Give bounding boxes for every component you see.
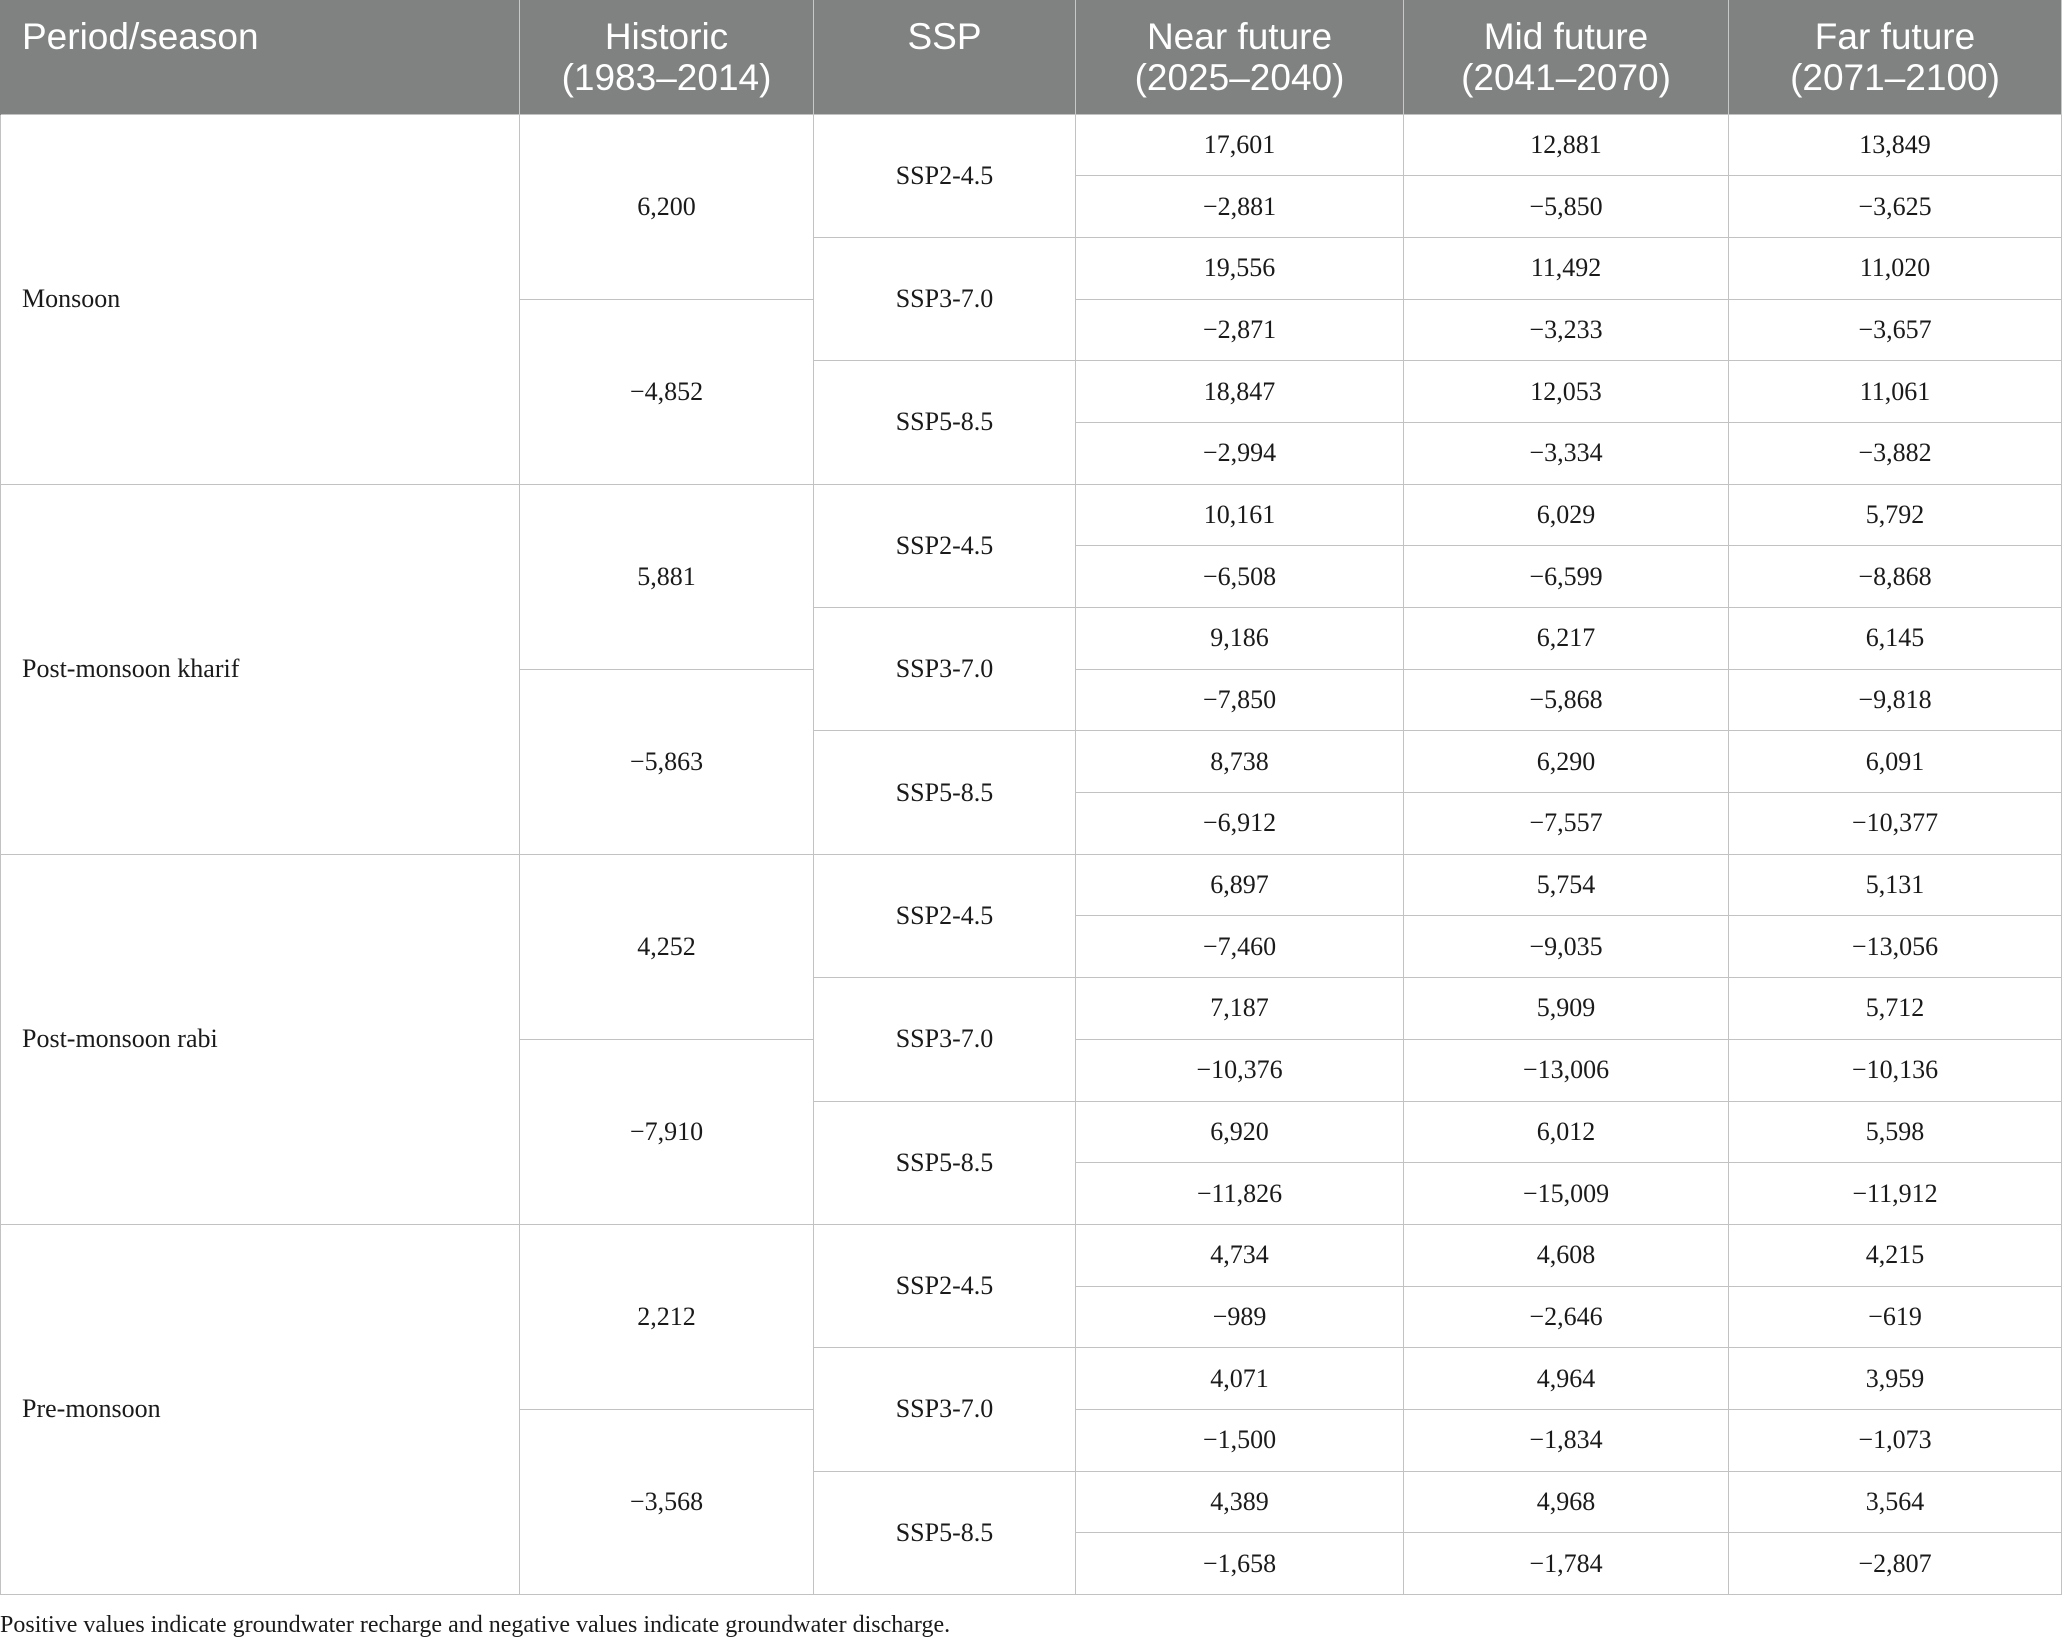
header-mid-title: Mid future [1483,16,1649,57]
far-future-cell: 6,091 [1729,731,2062,793]
ssp-scenario-cell: SSP5-8.5 [814,1471,1076,1594]
far-future-cell: 5,598 [1729,1101,2062,1163]
near-future-cell: 4,389 [1076,1471,1404,1533]
far-future-cell: 6,145 [1729,608,2062,670]
ssp-scenario-cell: SSP3-7.0 [814,237,1076,360]
near-future-cell: −2,881 [1076,176,1404,238]
table-row [1,114,2062,176]
ssp-scenario-cell: SSP3-7.0 [814,608,1076,731]
ssp-scenario-cell: SSP5-8.5 [814,361,1076,484]
far-future-cell: −3,657 [1729,299,2062,361]
far-future-cell: −619 [1729,1286,2062,1348]
near-future-cell: 19,556 [1076,237,1404,299]
near-future-cell: 9,186 [1076,608,1404,670]
near-future-cell: −1,658 [1076,1533,1404,1595]
season-name-cell: Pre-monsoon [1,1224,520,1594]
header-far-future [1729,0,2062,114]
far-future-cell: −10,377 [1729,793,2062,855]
mid-future-cell: 6,012 [1404,1101,1729,1163]
near-future-cell: 17,601 [1076,114,1404,176]
mid-future-cell: 11,492 [1404,237,1729,299]
header-ssp: SSP [814,0,1076,114]
far-future-cell: −1,073 [1729,1409,2062,1471]
season-name-cell: Monsoon [1,114,520,484]
far-future-cell: 3,564 [1729,1471,2062,1533]
historic-recharge-cell: 4,252 [520,854,814,1039]
far-future-cell: −11,912 [1729,1163,2062,1225]
far-future-cell: 3,959 [1729,1348,2062,1410]
table-row [1,484,2062,546]
mid-future-cell: 6,029 [1404,484,1729,546]
header-far-title: Far future [1814,16,1976,57]
far-future-cell: 5,712 [1729,978,2062,1040]
historic-recharge-cell: 5,881 [520,484,814,669]
ssp-scenario-cell: SSP3-7.0 [814,978,1076,1101]
far-future-cell: 5,792 [1729,484,2062,546]
mid-future-cell: 5,909 [1404,978,1729,1040]
table-footnote: Positive values indicate groundwater recharge and negative values indicate groundwater discharge. [0,1612,951,1638]
far-future-cell: 4,215 [1729,1224,2062,1286]
far-future-cell: −8,868 [1729,546,2062,608]
near-future-cell: −7,850 [1076,669,1404,731]
header-far-range: (2071–2100) [1790,57,2000,98]
far-future-cell: −2,807 [1729,1533,2062,1595]
mid-future-cell: 12,053 [1404,361,1729,423]
historic-discharge-cell: −3,568 [520,1409,814,1594]
table-header [1,0,2062,114]
far-future-cell: −3,882 [1729,422,2062,484]
mid-future-cell: −6,599 [1404,546,1729,608]
mid-future-cell: −5,850 [1404,176,1729,238]
header-historic [520,0,814,114]
mid-future-cell: 12,881 [1404,114,1729,176]
mid-future-cell: −1,834 [1404,1409,1729,1471]
header-row [1,0,2062,114]
season-name-cell: Post-monsoon rabi [1,854,520,1224]
mid-future-cell: 4,964 [1404,1348,1729,1410]
far-future-cell: 11,061 [1729,361,2062,423]
ssp-scenario-cell: SSP2-4.5 [814,1224,1076,1347]
far-future-cell: −10,136 [1729,1039,2062,1101]
table-row [1,1224,2062,1286]
mid-future-cell: 5,754 [1404,854,1729,916]
header-near-title: Near future [1146,16,1333,57]
historic-recharge-cell: 2,212 [520,1224,814,1409]
header-mid-range: (2041–2070) [1461,57,1671,98]
far-future-cell: −3,625 [1729,176,2062,238]
header-near-future [1076,0,1404,114]
mid-future-cell: 6,290 [1404,731,1729,793]
header-historic-title: Historic [604,16,729,57]
ssp-scenario-cell: SSP5-8.5 [814,1101,1076,1224]
near-future-cell: 6,920 [1076,1101,1404,1163]
ssp-scenario-cell: SSP3-7.0 [814,1348,1076,1471]
near-future-cell: 4,071 [1076,1348,1404,1410]
ssp-scenario-cell: SSP2-4.5 [814,484,1076,607]
historic-recharge-cell: 6,200 [520,114,814,299]
near-future-cell: −7,460 [1076,916,1404,978]
header-mid-future [1404,0,1729,114]
near-future-cell: −6,508 [1076,546,1404,608]
header-near-range: (2025–2040) [1134,57,1345,98]
mid-future-cell: 4,608 [1404,1224,1729,1286]
historic-discharge-cell: −5,863 [520,669,814,854]
ssp-scenario-cell: SSP5-8.5 [814,731,1076,854]
mid-future-cell: 6,217 [1404,608,1729,670]
far-future-cell: 11,020 [1729,237,2062,299]
mid-future-cell: −7,557 [1404,793,1729,855]
mid-future-cell: −1,784 [1404,1533,1729,1595]
mid-future-cell: −2,646 [1404,1286,1729,1348]
near-future-cell: 6,897 [1076,854,1404,916]
near-future-cell: −1,500 [1076,1409,1404,1471]
near-future-cell: 18,847 [1076,361,1404,423]
mid-future-cell: −3,334 [1404,422,1729,484]
near-future-cell: −11,826 [1076,1163,1404,1225]
mid-future-cell: −5,868 [1404,669,1729,731]
historic-discharge-cell: −4,852 [520,299,814,484]
header-period-season: Period/season [1,0,520,114]
table-body [1,114,2062,1595]
far-future-cell: −13,056 [1729,916,2062,978]
header-historic-range: (1983–2014) [561,57,772,98]
near-future-cell: −2,994 [1076,422,1404,484]
ssp-scenario-cell: SSP2-4.5 [814,114,1076,237]
near-future-cell: −10,376 [1076,1039,1404,1101]
mid-future-cell: 4,968 [1404,1471,1729,1533]
near-future-cell: 10,161 [1076,484,1404,546]
mid-future-cell: −15,009 [1404,1163,1729,1225]
near-future-cell: 8,738 [1076,731,1404,793]
near-future-cell: −6,912 [1076,793,1404,855]
mid-future-cell: −9,035 [1404,916,1729,978]
table-row [1,854,2062,916]
mid-future-cell: −13,006 [1404,1039,1729,1101]
near-future-cell: 7,187 [1076,978,1404,1040]
near-future-cell: −989 [1076,1286,1404,1348]
ssp-scenario-cell: SSP2-4.5 [814,854,1076,977]
historic-discharge-cell: −7,910 [520,1039,814,1224]
season-name-cell: Post-monsoon kharif [1,484,520,854]
near-future-cell: −2,871 [1076,299,1404,361]
far-future-cell: −9,818 [1729,669,2062,731]
far-future-cell: 5,131 [1729,854,2062,916]
far-future-cell: 13,849 [1729,114,2062,176]
near-future-cell: 4,734 [1076,1224,1404,1286]
mid-future-cell: −3,233 [1404,299,1729,361]
